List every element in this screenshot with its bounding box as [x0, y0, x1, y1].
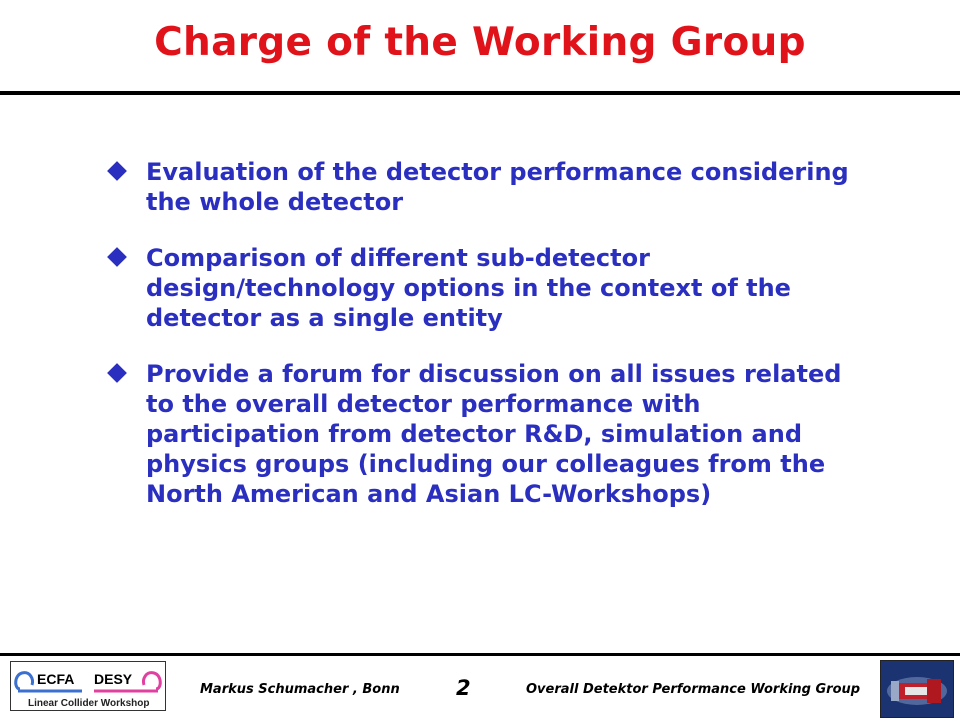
footer-divider	[0, 653, 960, 656]
diamond-icon	[107, 161, 127, 181]
logo-text-ecfa: ECFA	[37, 671, 75, 687]
detector-image-icon	[880, 660, 954, 718]
diamond-icon	[107, 363, 127, 383]
page-number: 2	[456, 676, 471, 700]
bullet-item	[108, 359, 868, 509]
bullet-text: Provide a forum for discussion on all issues related to the overall detector performance with participation from detector R&D, simulation and physics groups (including our colleagues from the North American and Asian LC-Workshops)	[146, 360, 842, 508]
bullet-item	[108, 157, 868, 217]
footer-group: Overall Detektor Performance Working Group	[526, 682, 861, 697]
bullet-item	[108, 243, 868, 333]
slide-title: Charge of the Working Group	[154, 20, 806, 65]
footer-author: Markus Schumacher , Bonn	[200, 682, 400, 697]
bullet-list	[108, 157, 868, 535]
logo-text-workshop: Linear Collider Workshop	[28, 698, 150, 709]
ecfa-desy-logo	[10, 661, 166, 711]
bullet-text: Evaluation of the detector performance considering the whole detector	[146, 158, 849, 216]
title-divider	[0, 91, 960, 95]
bullet-text: Comparison of different sub-detector design/technology options in the context of the detector as a single entity	[146, 244, 791, 332]
diamond-icon	[107, 247, 127, 267]
logo-text-desy: DESY	[94, 671, 133, 687]
